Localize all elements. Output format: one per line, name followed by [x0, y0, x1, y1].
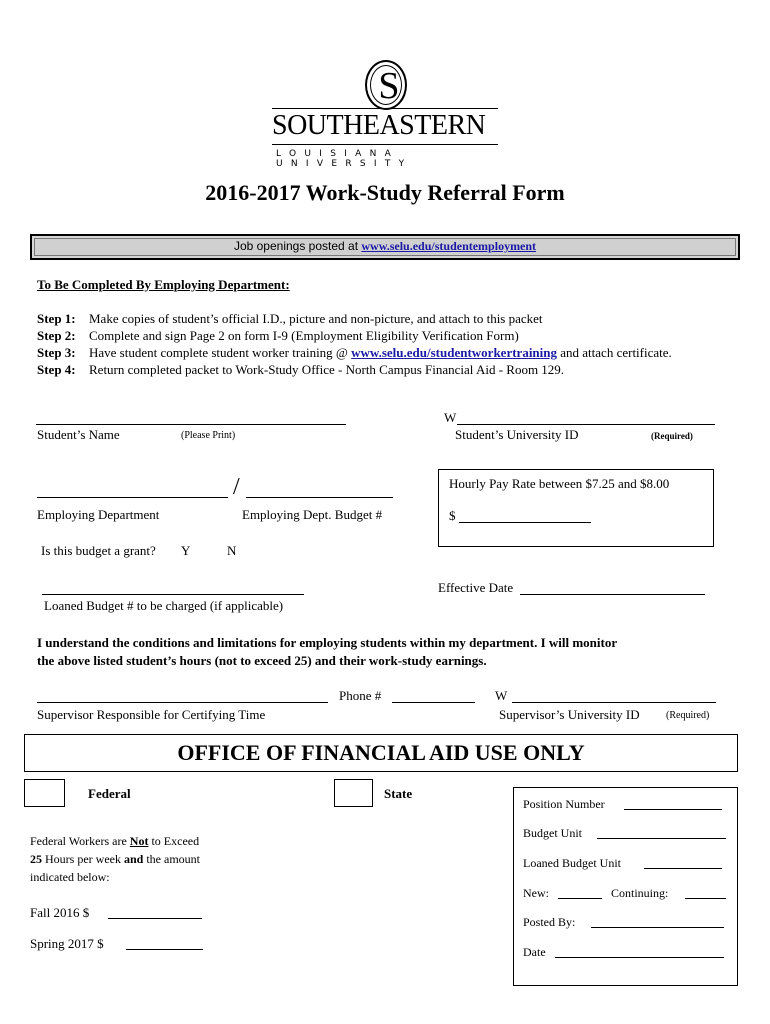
state-label: State	[384, 786, 413, 801]
pay-rate-dollar: $	[449, 508, 456, 523]
grant-no[interactable]: N	[227, 543, 237, 558]
office-details-box	[513, 787, 738, 986]
grant-yes[interactable]: Y	[181, 543, 191, 558]
training-link[interactable]: www.selu.edu/studentworkertraining	[351, 345, 558, 360]
agreement-text: I understand the conditions and limitations for employing students within my department. I will monitor the above listed student’s hours (not to exceed 25) and their work-study earnings.	[37, 635, 618, 668]
step-3: Step 3: Have student complete student worker training @ www.selu.edu/studentworkertraining and attach certificate.	[37, 345, 672, 360]
position-number-line[interactable]	[624, 809, 722, 810]
student-id-line[interactable]	[457, 424, 715, 425]
pay-rate-line[interactable]	[459, 522, 591, 523]
student-name-line[interactable]	[36, 424, 346, 425]
new-line[interactable]	[558, 898, 602, 899]
university-logo	[260, 58, 510, 168]
loaned-budget-label: Loaned Budget # to be charged (if applicable)	[44, 598, 284, 613]
supervisor-required-label: (Required)	[666, 710, 710, 721]
job-openings-bar	[30, 234, 740, 260]
dept-budget-line[interactable]	[246, 497, 393, 498]
slash-divider: /	[233, 474, 240, 500]
supervisor-id-line[interactable]	[512, 702, 716, 703]
logo-name: SOUTHEASTERN	[272, 110, 486, 141]
loaned-budget-unit-label: Loaned Budget Unit	[523, 856, 621, 870]
effective-date-line[interactable]	[520, 594, 705, 595]
posted-by-label: Posted By:	[523, 915, 576, 929]
step-2: Step 2: Complete and sign Page 2 on form I-9 (Employment Eligibility Verification Form)	[37, 328, 519, 343]
loaned-budget-line[interactable]	[42, 594, 304, 595]
spring-amount-line[interactable]	[126, 949, 203, 950]
step-1: Step 1: Make copies of student’s official I.D., picture and non-picture, and attach to this packet	[37, 311, 543, 326]
steps-list	[37, 310, 672, 378]
supervisor-line[interactable]	[37, 702, 328, 703]
job-openings-text: Job openings posted at	[233, 239, 362, 253]
student-id-prefix: W	[444, 410, 457, 425]
budget-unit-line[interactable]	[597, 838, 726, 839]
supervisor-id-label: Supervisor’s University ID	[499, 707, 640, 722]
new-label: New:	[523, 886, 549, 900]
federal-note: Federal Workers are Not to Exceed 25 Hours per week and the amount indicated below:	[30, 834, 200, 884]
phone-label: Phone #	[339, 688, 382, 703]
pay-rate-box	[438, 469, 714, 547]
fall-amount-line[interactable]	[108, 918, 202, 919]
supervisor-responsible-label: Supervisor Responsible for Certifying Time	[37, 707, 266, 722]
logo-monogram-ring	[365, 60, 407, 110]
employing-dept-line[interactable]	[37, 497, 228, 498]
date-line[interactable]	[555, 957, 724, 958]
date-label: Date	[523, 945, 546, 959]
logo-monogram: S	[378, 65, 400, 107]
posted-by-line[interactable]	[591, 927, 724, 928]
state-checkbox[interactable]	[334, 779, 373, 807]
student-name-label: Student’s Name	[37, 427, 120, 442]
student-id-label: Student’s University ID	[455, 427, 579, 442]
dept-budget-label: Employing Dept. Budget #	[242, 507, 383, 522]
budget-unit-label: Budget Unit	[523, 826, 582, 840]
continuing-label: Continuing:	[611, 886, 669, 900]
federal-checkbox[interactable]	[24, 779, 65, 807]
form-title: 2016-2017 Work-Study Referral Form	[205, 180, 565, 205]
position-number-label: Position Number	[523, 797, 605, 811]
federal-label: Federal	[88, 786, 131, 801]
supervisor-id-prefix: W	[495, 688, 508, 703]
grant-question: Is this budget a grant?	[41, 543, 156, 558]
pay-rate-label: Hourly Pay Rate between $7.25 and $8.00	[449, 476, 670, 491]
effective-date-label: Effective Date	[438, 580, 514, 595]
step-4: Step 4: Return completed packet to Work-Study Office - North Campus Financial Aid - Room 129.	[37, 362, 565, 377]
please-print-label: (Please Print)	[181, 430, 236, 441]
spring-label: Spring 2017 $	[30, 936, 104, 951]
fall-label: Fall 2016 $	[30, 905, 90, 920]
required-label: (Required)	[651, 431, 693, 441]
section-heading: To Be Completed By Employing Department:	[37, 277, 290, 292]
employing-dept-label: Employing Department	[37, 507, 160, 522]
office-use-heading: OFFICE OF FINANCIAL AID USE ONLY	[24, 734, 738, 772]
phone-line[interactable]	[392, 702, 475, 703]
student-employment-link[interactable]: www.selu.edu/studentemployment	[361, 239, 537, 253]
loaned-budget-unit-line[interactable]	[644, 868, 722, 869]
logo-subtitle: LOUISIANA UNIVERSITY	[276, 149, 413, 169]
continuing-line[interactable]	[685, 898, 726, 899]
